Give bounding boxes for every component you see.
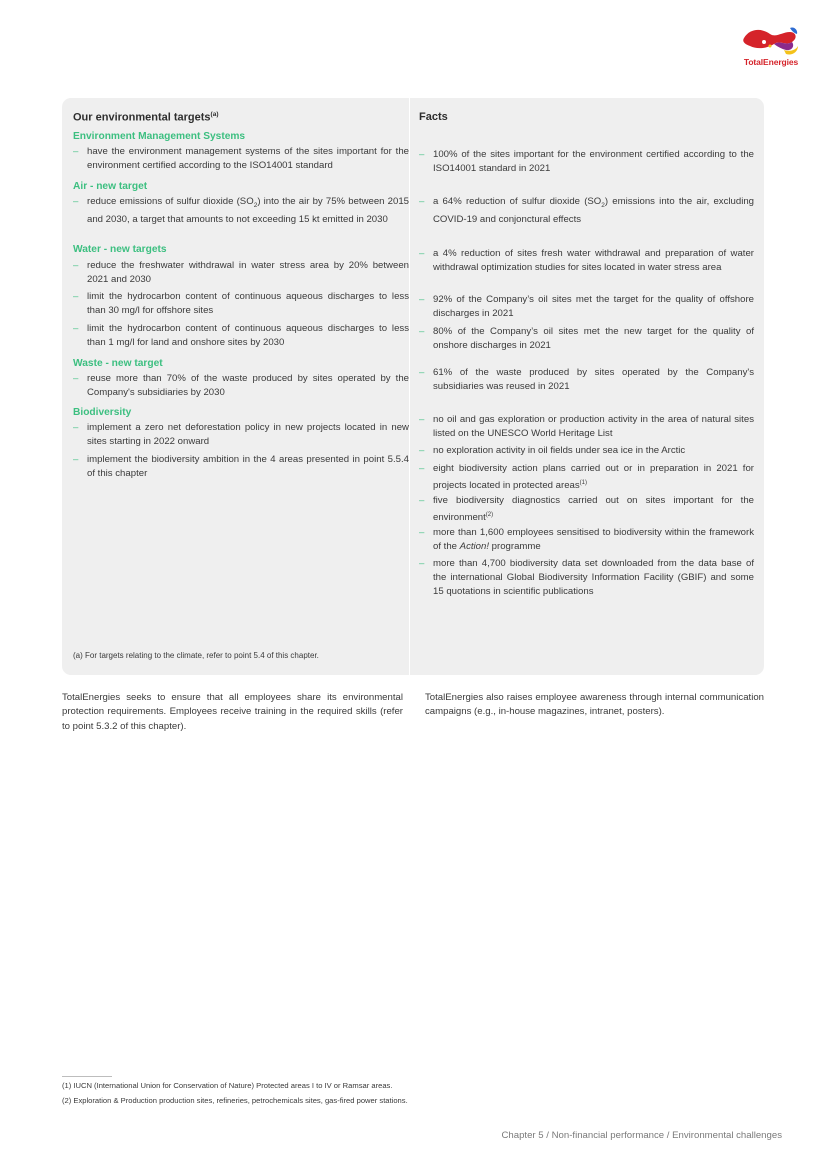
section-title-biodiversity: Biodiversity [73,407,132,418]
target-item: – implement the biodiversity ambition in the 4 areas presented in point 5.5.4 of this chapter [73,454,409,479]
section-title-ems: Environment Management Systems [73,131,246,142]
target-item: – reuse more than 70% of the waste produced by sites operated by the Company's subsidiaries by 2030 [73,373,409,398]
brand-logo-mark [740,24,802,58]
footnote-1: (1) IUCN (International Union for Conservation of Nature) Protected areas I to IV or Ramsar areas. [62,1081,393,1090]
body-paragraph-left: TotalEnergies seeks to ensure that all employees share its environmental protection requirements. Employees receive training in the required skills (refer to point 5.3.2 of this chapter). [62,692,403,732]
section-title-air: Air - new target [73,181,148,192]
fact-item: – a 4% reduction of sites fresh water withdrawal and preparation of water withdrawal optimization studies for sites located in water stress area [419,248,754,273]
brand-logo [740,24,802,68]
column-divider [409,98,410,675]
fact-item: – more than 1,600 employees sensitised to biodiversity within the framework of the Action! programme [419,527,754,552]
target-item: – limit the hydrocarbon content of continuous aqueous discharges to less than 30 mg/l for offshore sites [73,291,409,316]
facts-column-header: Facts [419,111,448,123]
fact-item: – five biodiversity diagnostics carried out on sites important for the environment$^{(2)}$ [419,495,754,524]
fact-item: – more than 4,700 biodiversity data set downloaded from the data base of the international Global Biodiversity Information Facility (GBIF) and some 15 quotations in scientific publications [419,558,754,597]
footnote-2: (2) Exploration & Production production sites, refineries, petrochemicals sites, gas-fired power stations. [62,1096,408,1105]
brand-logo-text: TotalEnergies [743,57,799,67]
targets-column-header: Our environmental targets$^{(a)}$ [73,111,219,124]
fact-item: – 80% of the Company’s oil sites met the new target for the quality of onshore discharges in 2021 [419,326,754,351]
fact-item: – a 64% reduction of sulfur dioxide $(SO_2)$ emissions into the air, excluding COVID-19 and conjonctural effects [419,196,754,225]
fact-item: – no oil and gas exploration or production activity in the area of natural sites listed on the UNESCO World Heritage List [419,414,754,439]
fact-item: – 61% of the waste produced by sites operated by the Company's subsidiaries was reused in 2021 [419,367,754,392]
fact-item: – no exploration activity in oil fields under sea ice in the Arctic [419,445,686,456]
target-item: – implement a zero net deforestation policy in new projects located in new sites starting in 2022 onward [73,422,409,447]
target-item: – limit the hydrocarbon content of continuous aqueous discharges to less than 1 mg/l for land and onshore sites by 2030 [73,323,409,348]
fact-item: – 100% of the sites important for the environment certified according to the ISO14001 standard in 2021 [419,149,754,174]
fact-item: – 92% of the Company’s oil sites met the target for the quality of offshore discharges in 2021 [419,294,754,319]
table-note: (a) For targets relating to the climate, refer to point 5.4 of this chapter. [73,651,319,660]
target-item: – reduce emissions of sulfur dioxide $(SO_2)$ into the air by 75% between 2015 and 2030, a target that amounts to not exceeding 15 kt emitted in 2030 [73,196,409,225]
footnote-rule [62,1076,112,1077]
target-item: – have the environment management systems of the sites important for the environment certified according to the ISO14001 standard [73,146,409,171]
section-title-water: Water - new targets [73,244,167,255]
fact-item: – eight biodiversity action plans carried out or in preparation in 2021 for projects located in protected areas$^{(1)}$ [419,463,754,492]
section-title-waste: Waste - new target [73,358,163,369]
page-footer: Chapter 5 / Non-financial performance / Environmental challenges [501,1130,782,1141]
body-paragraph-right: TotalEnergies also raises employee awareness through internal communication campaigns (e.g., in-house magazines, intranet, posters). [425,692,764,718]
target-item: – reduce the freshwater withdrawal in water stress area by 20% between 2021 and 2030 [73,260,409,285]
